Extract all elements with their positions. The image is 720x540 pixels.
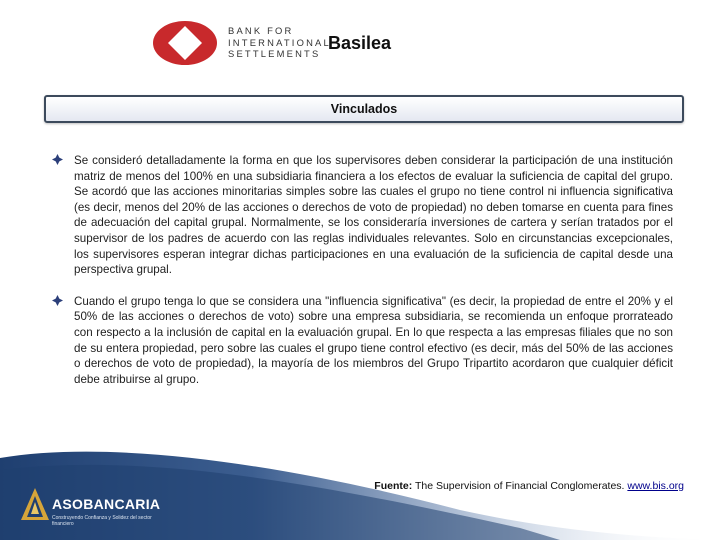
asobancaria-logo-icon: [20, 487, 50, 523]
source-label: Fuente:: [374, 480, 413, 492]
content-body: [52, 153, 673, 403]
bis-wordmark-line: INTERNATIONAL: [228, 36, 331, 48]
list-item: [52, 153, 673, 278]
diamond-bullet-icon: [52, 154, 63, 165]
source-link[interactable]: www.bis.org: [627, 480, 684, 492]
source-text: The Supervision of Financial Conglomerates.: [412, 480, 628, 492]
bis-wordmark-line: SETTLEMENTS: [228, 48, 321, 59]
bullet-text: Cuando el grupo tenga lo que se considera una "influencia significativa" (es decir, la propiedad de entre el 20% y el 50% de las acciones o derechos de voto) sobre una empresa subsidiaria, se recomienda un enfoque prorrateado con respecto a la inclusión de capital en la evaluación grupal. En lo que respecta a las empresas filiales que no son de su entera propiedad, pero sobre las cuales el grupo tiene control efectivo (es decir, más del 50% de las acciones o derechos de voto de propiedad), la mayoría de los miembros del Grupo Tripartito acordaron que cualquier déficit debe atribuirse al grupo.: [74, 294, 673, 386]
bis-logo-icon: [152, 20, 218, 66]
section-title-bar: Vinculados: [44, 95, 684, 123]
footer-tagline: Construyendo Confianza y Solidez del sector financiero: [52, 515, 152, 527]
bis-wordmark: [228, 25, 331, 60]
list-item: [52, 294, 673, 388]
bullet-text: Se consideró detalladamente la forma en que los supervisores deben considerar la participación de una institución matriz de menos del 100% en una subsidiaria financiera a los efectos de evaluar la suficiencia de capital del grupo. Se acordó que las acciones minoritarias simples sobre las cuales el grupo no tiene control ni influencia significativa (es decir, menos del 20% de las acciones o derechos de voto de propiedad) no deben tomarse en cuenta para fines de adecuación del capital grupal. Normalmente, se los consideraría inversiones de cartera y serían tratados por el supervisor de los padres de acuerdo con las reglas individuales relevantes. Solo en circunstancias excepcionales, los supervisores esperan integrar dichas participaciones en una evaluación de la suficiencia de capital desde una perspectiva grupal.: [74, 154, 673, 277]
page-title: Basilea: [328, 33, 392, 53]
footer-brand: ASOBANCARIA: [52, 496, 161, 512]
header: [0, 0, 720, 90]
diamond-bullet-icon: [52, 295, 63, 306]
source-citation: [374, 480, 684, 492]
bis-wordmark-line: BANK FOR: [228, 25, 294, 36]
